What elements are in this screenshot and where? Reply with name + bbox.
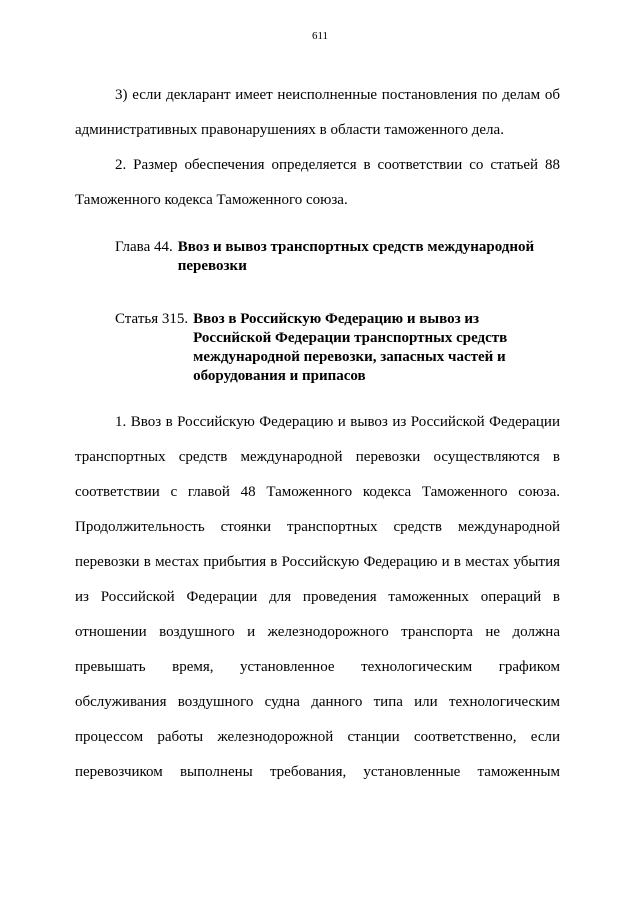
body-line-1: 1. Ввоз в Российскую Федерацию и вывоз из Российской Федерации — [115, 414, 560, 430]
body-line-11: перевозчиком выполнены требования, установленные таможенным — [75, 764, 560, 780]
body-line-7: отношении воздушного и железнодорожного транспорта не должна — [75, 624, 560, 640]
article-heading — [115, 310, 507, 386]
article-label: Статья 315. — [115, 311, 189, 327]
article-title-line-2: Российской Федерации транспортных средств — [193, 330, 508, 346]
chapter-label: Глава 44. — [115, 239, 173, 255]
article-title-line-3: международной перевозки, запасных частей и — [193, 349, 506, 365]
chapter-title-line-1: Ввоз и вывоз транспортных средств международной — [177, 239, 535, 255]
body-line-8: превышать время, установленное технологическим графиком — [75, 659, 560, 675]
article-title-line-4: оборудования и припасов — [193, 368, 366, 384]
body-line-5: перевозки в местах прибытия в Российскую Федерацию и в местах убытия — [75, 554, 560, 570]
body-line-2: транспортных средств международной перевозки осуществляются в — [75, 449, 560, 465]
item-3-line-1: 3) если декларант имеет неисполненные постановления по делам об — [115, 87, 560, 103]
item-2-line-2: Таможенного кодекса Таможенного союза. — [75, 192, 348, 208]
body-line-4: Продолжительность стоянки транспортных средств международной — [75, 519, 560, 535]
body-line-10: процессом работы железнодорожной станции соответственно, если — [75, 729, 560, 745]
article-title-line-1: Ввоз в Российскую Федерацию и вывоз из — [193, 311, 480, 327]
item-2-line-1: 2. Размер обеспечения определяется в соответствии со статьей 88 — [115, 157, 560, 173]
body-line-3: соответствии с главой 48 Таможенного кодекса Таможенного союза. — [75, 484, 560, 500]
item-3-line-2: административных правонарушениях в области таможенного дела. — [75, 122, 504, 138]
chapter-heading — [115, 238, 534, 276]
body-line-9: обслуживания воздушного судна данного типа или технологическим — [75, 694, 560, 710]
page-number: 611 — [311, 30, 329, 42]
chapter-title-line-2: перевозки — [177, 258, 247, 274]
chapter-title — [178, 238, 534, 276]
body-line-6: из Российской Федерации для проведения таможенных операций в — [75, 589, 560, 605]
article-title — [193, 310, 507, 386]
